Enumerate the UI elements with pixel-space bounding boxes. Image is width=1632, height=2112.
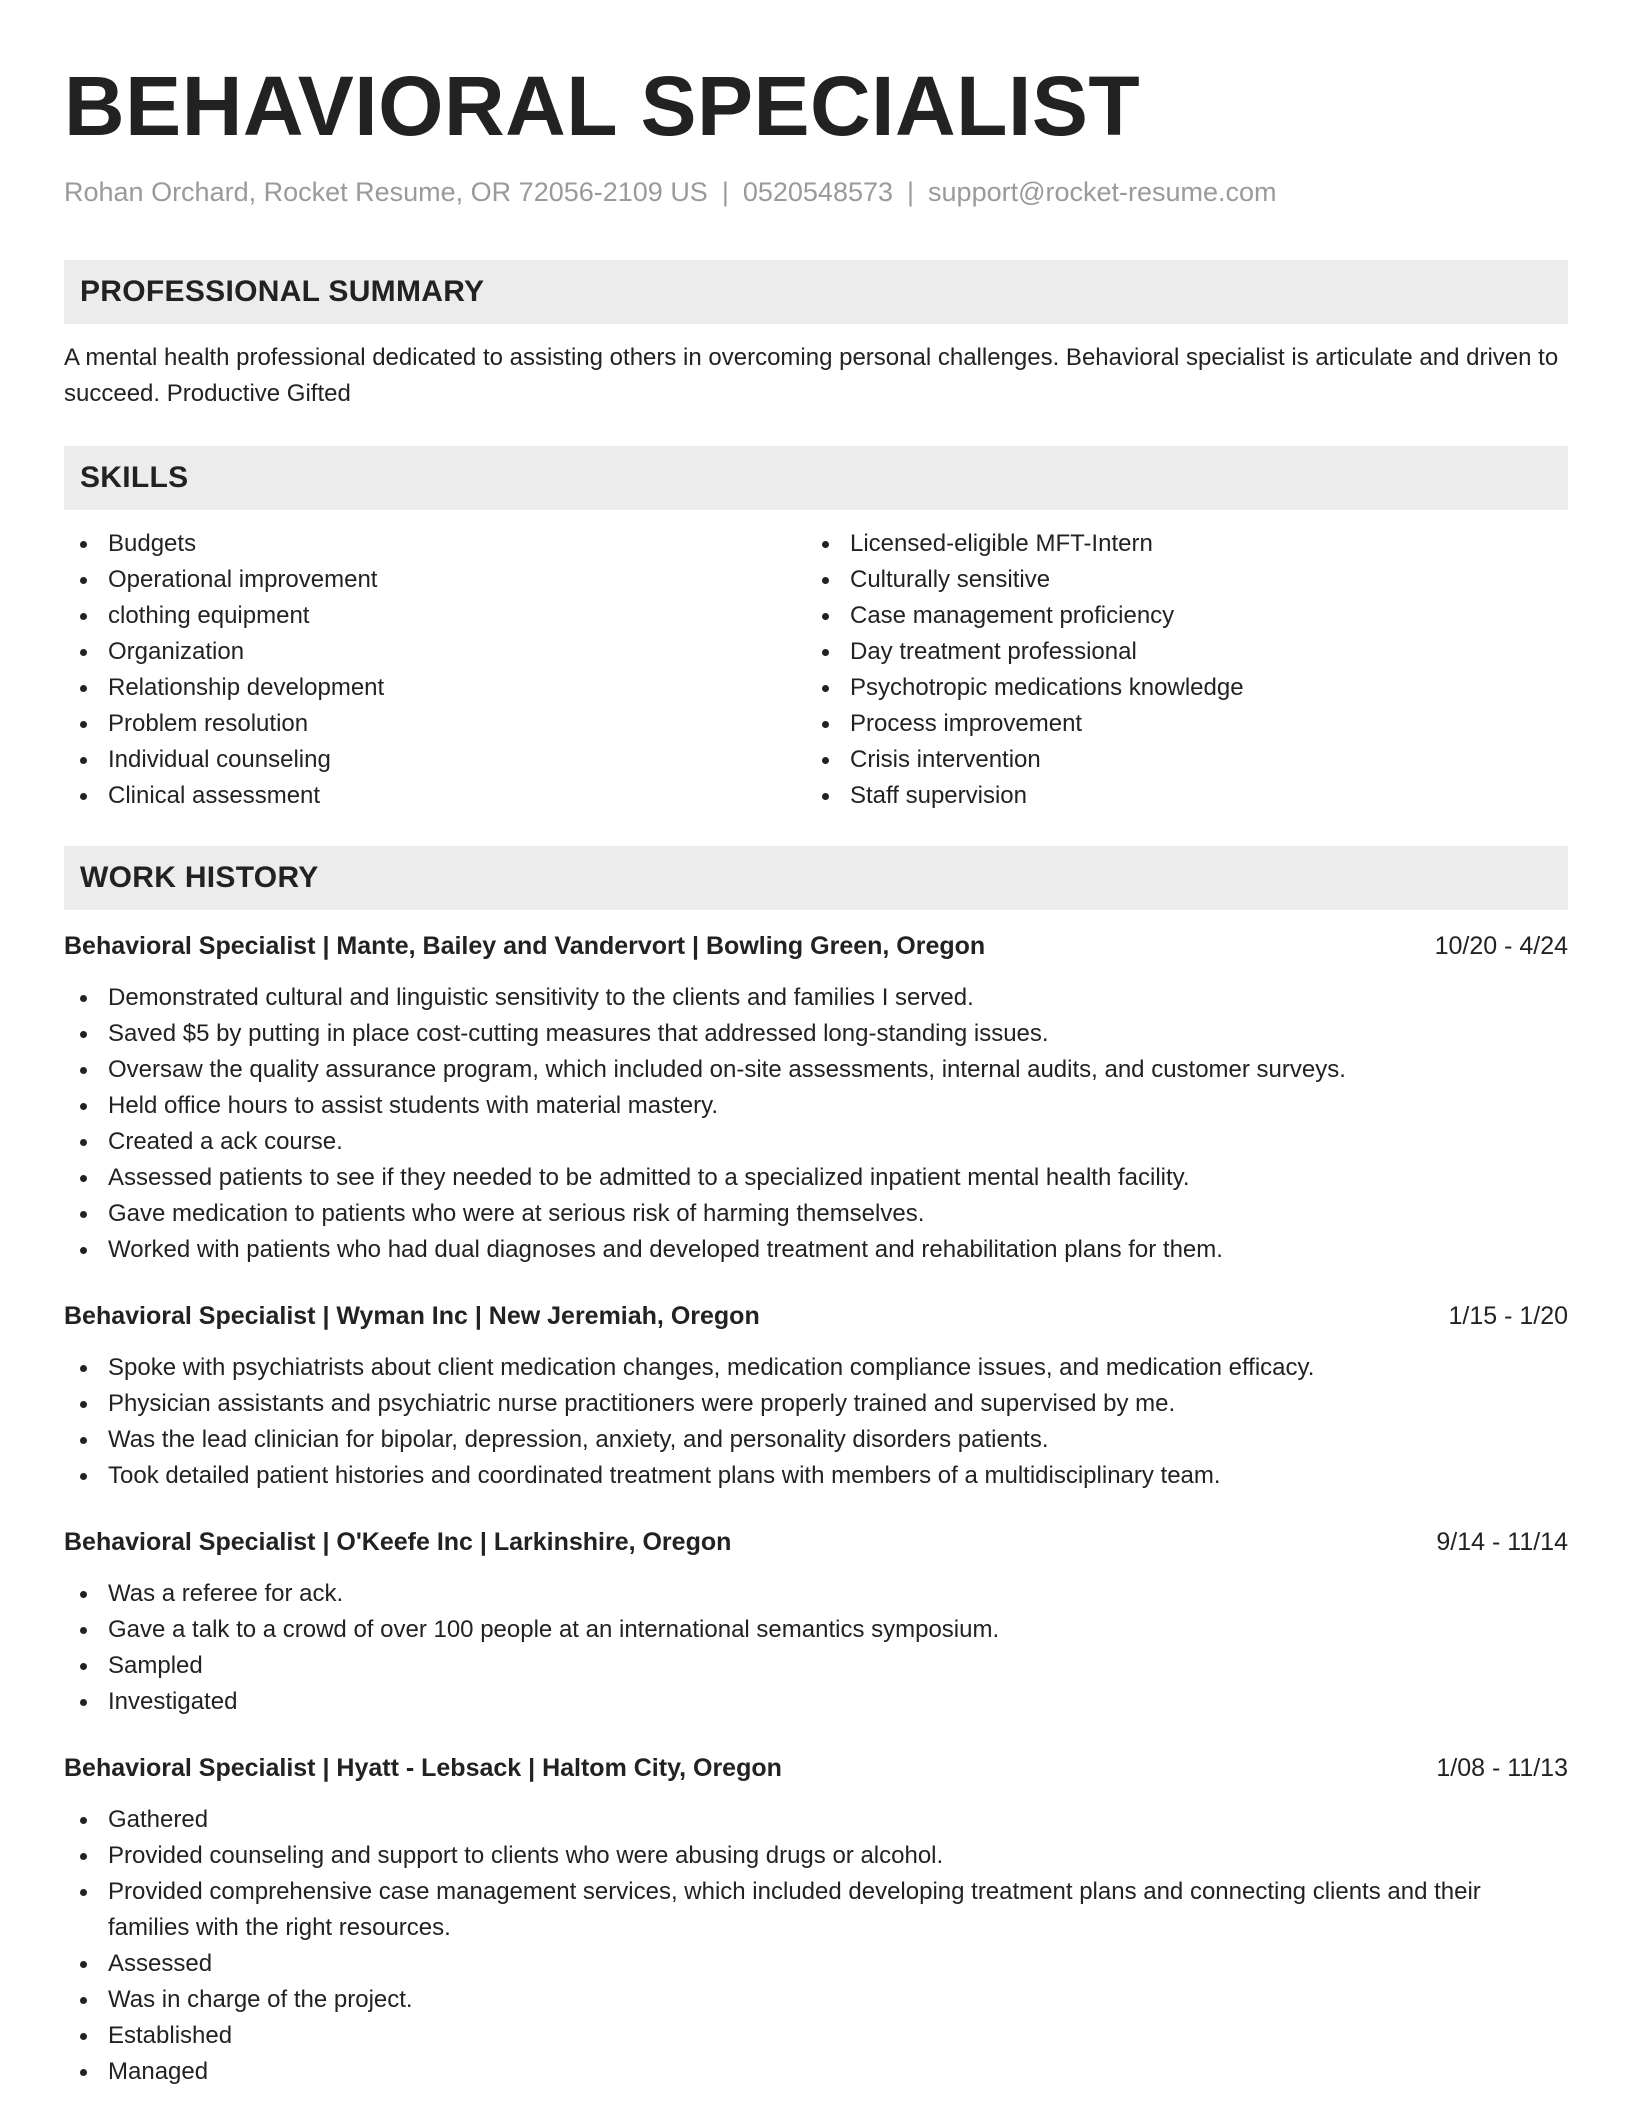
job-bullet: Established [64, 2018, 1568, 2054]
job-bullet: Created a ack course. [64, 1124, 1568, 1160]
job-bullet: Worked with patients who had dual diagnoses and developed treatment and rehabilitation plans for them. [64, 1232, 1568, 1268]
job-bullet: Assessed patients to see if they needed to be admitted to a specialized inpatient mental health facility. [64, 1160, 1568, 1196]
job-header [64, 1750, 1568, 1786]
job-bullets [64, 980, 1568, 1268]
job-bullet: Held office hours to assist students with material mastery. [64, 1088, 1568, 1124]
job-bullet: Was the lead clinician for bipolar, depression, anxiety, and personality disorders patients. [64, 1422, 1568, 1458]
skills-grid [64, 526, 1568, 814]
skill-item: Day treatment professional [806, 634, 1548, 670]
job-dates: 1/08 - 11/13 [1436, 1754, 1568, 1782]
skill-item: clothing equipment [64, 598, 806, 634]
skills-list-left [64, 526, 806, 814]
job-bullet: Was a referee for ack. [64, 1576, 1568, 1612]
job-bullet: Was in charge of the project. [64, 1982, 1568, 2018]
job-bullet: Physician assistants and psychiatric nurse practitioners were properly trained and supervised by me. [64, 1386, 1568, 1422]
job-bullet: Gathered [64, 1802, 1568, 1838]
job-bullet: Spoke with psychiatrists about client medication changes, medication compliance issues, and medication efficacy. [64, 1350, 1568, 1386]
skill-item: Relationship development [64, 670, 806, 706]
skill-item: Individual counseling [64, 742, 806, 778]
skill-item: Licensed-eligible MFT-Intern [806, 526, 1548, 562]
job-bullets [64, 1802, 1568, 2090]
summary-heading: PROFESSIONAL SUMMARY [64, 260, 1568, 324]
contact-address: Rohan Orchard, Rocket Resume, OR 72056-2109 US [64, 177, 708, 207]
job-dates: 10/20 - 4/24 [1434, 932, 1568, 960]
job-bullet: Provided counseling and support to clients who were abusing drugs or alcohol. [64, 1838, 1568, 1874]
work-history-heading: WORK HISTORY [64, 846, 1568, 910]
job-entry [64, 1298, 1568, 1494]
job-bullet: Gave a talk to a crowd of over 100 people at an international semantics symposium. [64, 1612, 1568, 1648]
job-bullet: Took detailed patient histories and coordinated treatment plans with members of a multidisciplinary team. [64, 1458, 1568, 1494]
job-header [64, 1298, 1568, 1334]
skill-item: Staff supervision [806, 778, 1548, 814]
summary-text: A mental health professional dedicated to assisting others in overcoming personal challenges. Behavioral specialist is articulate and driven to succeed. Productive Gifted [64, 344, 1559, 407]
job-dates: 1/15 - 1/20 [1448, 1302, 1568, 1330]
job-bullets [64, 1350, 1568, 1494]
job-entry [64, 928, 1568, 1268]
job-header [64, 928, 1568, 964]
job-entry [64, 1750, 1568, 2090]
job-bullet: Managed [64, 2054, 1568, 2090]
job-bullet: Saved $5 by putting in place cost-cutting measures that addressed long-standing issues. [64, 1016, 1568, 1052]
contact-phone: 0520548573 [742, 177, 894, 207]
job-bullet: Provided comprehensive case management services, which included developing treatment plans and connecting clients and their families with the right resources. [64, 1874, 1568, 1946]
skills-heading: SKILLS [64, 446, 1568, 510]
job-entry [64, 1524, 1568, 1720]
job-bullet: Oversaw the quality assurance program, which included on-site assessments, internal audits, and customer surveys. [64, 1052, 1568, 1088]
job-title: Behavioral Specialist | O'Keefe Inc | Larkinshire, Oregon [64, 1528, 732, 1556]
job-bullet: Sampled [64, 1648, 1568, 1684]
job-dates: 9/14 - 11/14 [1436, 1528, 1568, 1556]
job-title: Behavioral Specialist | Hyatt - Lebsack | Haltom City, Oregon [64, 1754, 782, 1782]
contact-separator: | [721, 177, 729, 207]
job-title: Behavioral Specialist | Mante, Bailey and Vandervort | Bowling Green, Oregon [64, 932, 986, 960]
job-bullet: Assessed [64, 1946, 1568, 1982]
contact-line [64, 174, 1568, 210]
job-bullets [64, 1576, 1568, 1720]
skill-item: Budgets [64, 526, 806, 562]
skill-item: Case management proficiency [806, 598, 1548, 634]
job-bullet: Gave medication to patients who were at serious risk of harming themselves. [64, 1196, 1568, 1232]
skill-item: Psychotropic medications knowledge [806, 670, 1548, 706]
contact-email: support@rocket-resume.com [928, 177, 1277, 207]
skill-item: Process improvement [806, 706, 1548, 742]
skill-item: Culturally sensitive [806, 562, 1548, 598]
resume-name: BEHAVIORAL SPECIALIST [64, 59, 1141, 153]
skill-item: Organization [64, 634, 806, 670]
skill-item: Problem resolution [64, 706, 806, 742]
skills-list-right [806, 526, 1548, 814]
job-bullet: Demonstrated cultural and linguistic sensitivity to the clients and families I served. [64, 980, 1568, 1016]
job-title: Behavioral Specialist | Wyman Inc | New Jeremiah, Oregon [64, 1302, 760, 1330]
job-header [64, 1524, 1568, 1560]
job-bullet: Investigated [64, 1684, 1568, 1720]
contact-separator: | [907, 177, 915, 207]
skill-item: Clinical assessment [64, 778, 806, 814]
skill-item: Operational improvement [64, 562, 806, 598]
skill-item: Crisis intervention [806, 742, 1548, 778]
